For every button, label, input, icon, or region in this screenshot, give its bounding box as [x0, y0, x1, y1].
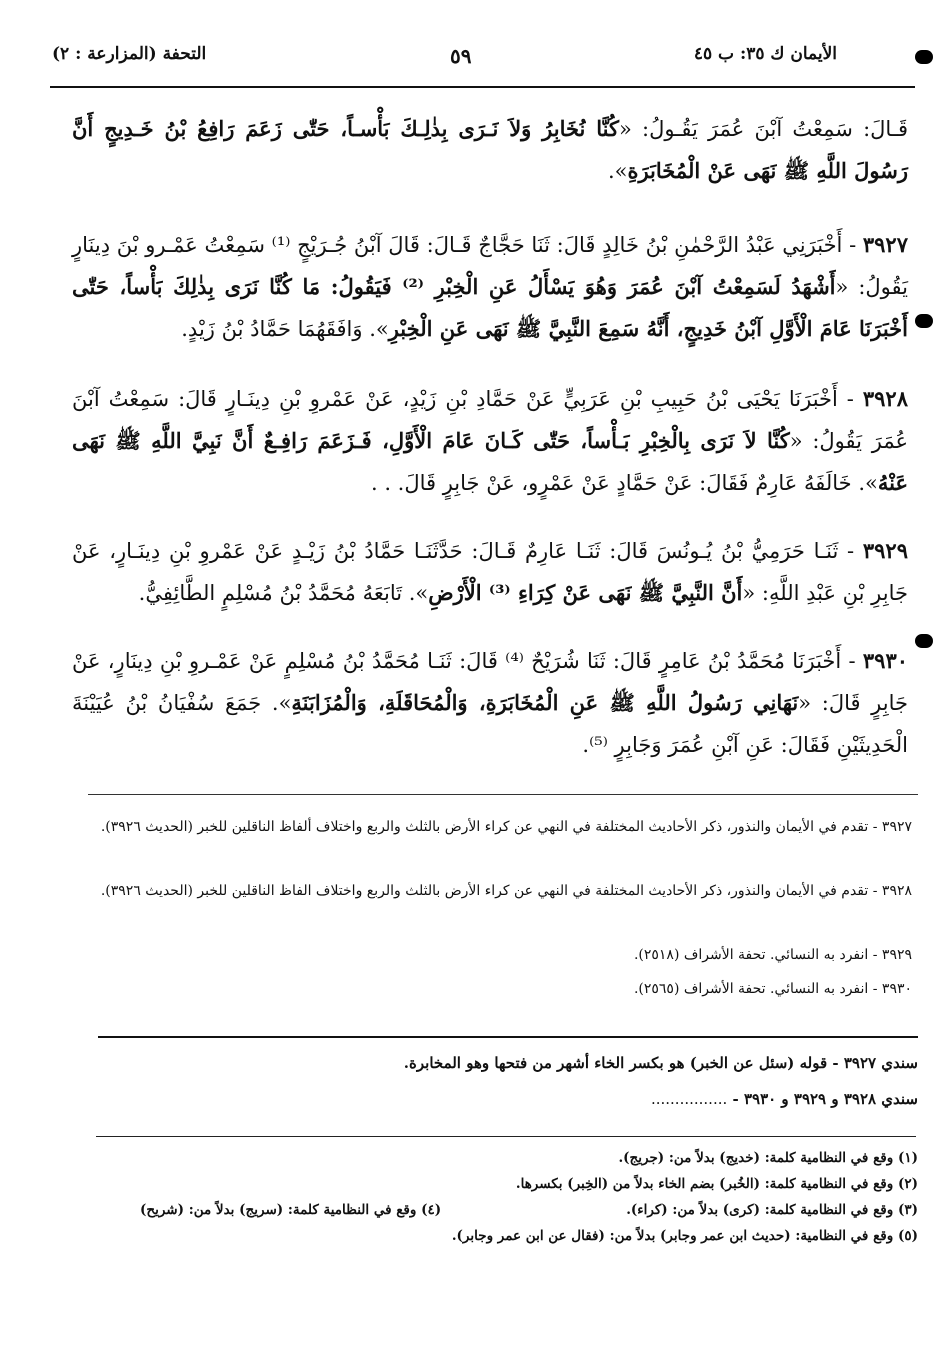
- running-header-tuhfa: التحفة (المزارعة : ٢): [52, 44, 207, 64]
- sindi-text: سندي ٣٩٢٨ و ٣٩٢٩ و ٣٩٣٠ -: [732, 1090, 918, 1108]
- sindi-commentary: سندي ٣٩٢٧ - قوله (سئل عن الخبر) هو بكسر الخاء أشهر من فتحها وهو المخابرة.: [403, 1054, 918, 1072]
- hadith-3930: [72, 640, 908, 766]
- hadith-text: - أَخْبَرَنَا يَحْيَى بْنُ حَبِيبِ بْنِ عَرَبِيٍّ عَنْ حَمَّادِ بْنِ زَيْدٍ، عَنْ عَمْروِ بْنِ دِينَـارٍ قَالَ: سَمِعْتُ آبْنَ عُمَرَ يَقُولُ: «: [72, 387, 909, 453]
- hadith-quote: كُنَّا نُخَابِرُ وَلاَ نَـرَى بِذٰلِـكَ بَأْسـاً، حَتّٰى زَعَمَ رَافِعُ بْنُ خَـدِيجٍ أَنَّ رَسُولَ اللَّهِ ﷺ نَهَى عَنْ الْمُخَابَرَةِ: [72, 116, 908, 183]
- hadith-number: ٣٩٢٧: [862, 232, 908, 257]
- page-number: ٥٩: [450, 44, 472, 68]
- hadith-number: ٣٩٢٩: [862, 538, 908, 563]
- variant-note-row: [140, 1198, 918, 1223]
- hadith-text: - أَخْبَرَنِي عَبْدُ الرَّحْمٰنِ بْنُ خَالِدٍ قَالَ: ثَنَا حَجَّاجٌ قَـالَ: قَالَ آبْنُ جُـرَيْجٍ ⁽¹⁾ سَمِعْتُ عَمْـرو بْنَ دِينَارٍ يَقُولُ: «: [72, 233, 908, 299]
- hadith-number: ٣٩٢٨: [862, 386, 908, 411]
- takhrij-note: ٣٩٢٨ - تقدم في الأيمان والنذور، ذكر الأحاديث المختلفة في النهي عن كراء الأرض بالثلث والربع واختلاف الفاظ الناقلين للخبر (الحديث ٣٩٢٦).: [100, 883, 912, 899]
- hadith-continuation: [72, 108, 908, 192]
- ellipsis-dots: ................: [650, 1090, 728, 1108]
- hadith-text: ». تَابَعَهُ مُحَمَّدُ بْنُ مُسْلِمٍ الطَّائِفِيُّ.: [138, 581, 429, 605]
- variant-note: (٤) وقع في النظامية كلمة: (سريج) بدلاً من: (شريح): [140, 1202, 442, 1218]
- hadith-quote: نَهَانِي رَسُولُ اللَّهِ ﷺ عَنِ الْمُخَابَرَةِ، وَالْمُحَاقَلَةِ، وَالْمُزَابَنَةِ: [291, 690, 799, 715]
- takhrij-rule: [88, 794, 918, 795]
- variant-note: (٣) وقع في النظامية كلمة: (كرى) بدلاً من: (كراء).: [626, 1202, 918, 1218]
- thumb-index-marker: [915, 50, 933, 64]
- takhrij-note: ٣٩٣٠ - انفرد به النسائي. تحفة الأشراف (٢٥٦٥).: [633, 981, 912, 997]
- hadith-text: ». خَالَفَهُ عَارِمٌ فَقَالَ: عَنْ حَمَّادٍ عَنْ عَمْرٍو، عَنْ جَابِرٍ قَالَ. . .: [370, 471, 878, 495]
- thumb-index-marker: [915, 314, 933, 328]
- variant-note: (٥) وقع في النظامية: (حديث ابن عمر وجابر) بدلاً من: (فقال عن ابن عمر وجابر).: [451, 1228, 918, 1244]
- hadith-text: قَـالَ: سَمِعْتُ آبْنَ عُمَرَ يَقُـولُ: «: [618, 117, 908, 141]
- hadith-3927: [72, 224, 908, 350]
- variants-rule: [96, 1136, 916, 1137]
- header-rule: [50, 86, 915, 88]
- hadith-text: ». وَافَقَهُمَا حَمَّادُ بْنُ زَيْدٍ.: [181, 317, 389, 341]
- hadith-text: ».: [607, 159, 628, 183]
- hadith-3929: [72, 530, 908, 614]
- hadith-quote: أَشْهَدُ لَسَمِعْتُ آبْنَ عُمَرَ وَهُوَ يَسْأَلُ عَنِ الْخِبْرِ ⁽²⁾ فَيَقُولُ: مَا كُنَّا نَرَى بِذٰلِكَ بَأْساً، حَتّٰى أَخْبَرَنَا عَامَ الْأَوَّلِ آبْنُ خَدِيجٍ، أَنَّهُ سَمِعَ النَّبِيَّ ﷺ نَهَى عَنِ الْخِبْرِ: [72, 274, 908, 341]
- takhrij-note: ٣٩٢٩ - انفرد به النسائي. تحفة الأشراف (٢٥١٨).: [633, 947, 912, 963]
- sindi-commentary: [98, 1082, 918, 1116]
- running-header-chapter: الأيمان ك ٣٥: ب ٤٥: [693, 44, 837, 64]
- thumb-index-marker: [915, 634, 933, 648]
- hadith-text: ». جَمَعَ سُفْيَانُ بْنُ عُيَيْنَةَ الْحَدِيثَيْنِ فَقَالَ: عَنِ آبْنِ عُمَرَ وَجَابِرٍ ⁽⁵⁾.: [72, 691, 908, 757]
- variant-note: (٢) وقع في النظامية كلمة: (الخُبر) بضم الخاء بدلاً من (الخِبر) بكسرها.: [515, 1176, 918, 1192]
- hadith-text: - أَخْبَرَنَا مُحَمَّدُ بْنُ عَامِرٍ قَالَ: ثَنَا شُرَيْحٌ ⁽⁴⁾ قَالَ: ثَنَـا مُحَمَّدُ بْنُ مُسْلِمٍ عَنْ عَمْـروِ بْنِ دِينَارٍ، عَنْ جَابِرٍ قَالَ: «: [72, 649, 908, 715]
- hadith-3928: [72, 378, 908, 504]
- variant-note: (١) وقع في النظامية كلمة: (خديج) بدلاً من: (جريج).: [618, 1150, 918, 1166]
- hadith-number: ٣٩٣٠: [862, 648, 909, 673]
- hadith-quote: أَنَّ النَّبِيَّ ﷺ نَهَى عَنْ كِرَاءِ ⁽³⁾ الْأَرْضِ: [428, 580, 743, 605]
- hadith-quote: كُنَّا لاَ نَرَى بِالْخِبْرِ بَـأْساً، حَتّٰى كَـانَ عَامَ الْأَوَّلِ، فَـزَعَمَ رَافِـعٌ أَنَّ نَبِيَّ اللَّهِ ﷺ نَهَى عَنْهُ: [72, 428, 908, 495]
- takhrij-note: ٣٩٢٧ - تقدم في الأيمان والنذور، ذكر الأحاديث المختلفة في النهي عن كراء الأرض بالثلث والربع واختلاف ألفاظ الناقلين للخبر (الحديث ٣٩٢٦).: [100, 819, 912, 835]
- sindi-rule: [98, 1036, 918, 1038]
- hadith-text: - ثَنَـا حَرَمِيُّ بْنُ يُـونُسَ قَالَ: ثَنَـا عَارِمٌ قَـالَ: حَدَّثَنَـا حَمَّادُ بْنُ زَيْـدٍ عَنْ عَمْروِ بْنِ دِينَـارٍ، عَنْ جَابِرِ بْنِ عَبْدِ اللَّهِ: «: [72, 539, 908, 605]
